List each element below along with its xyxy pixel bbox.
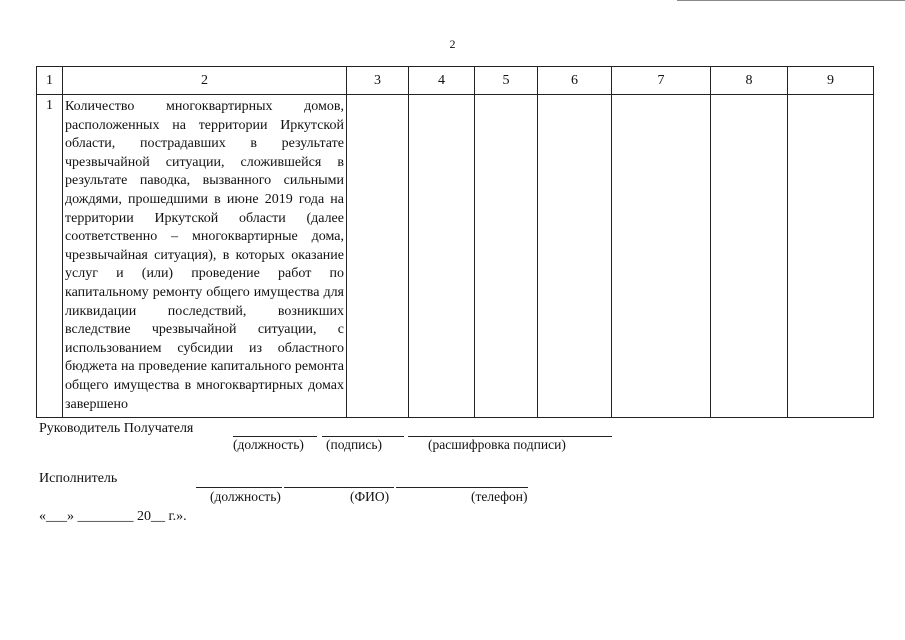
column-header: 5 — [475, 67, 538, 95]
position-caption: (должность) — [233, 437, 304, 452]
table-cell — [347, 95, 409, 418]
column-header: 2 — [63, 67, 347, 95]
column-header: 1 — [37, 67, 63, 95]
table-cell — [711, 95, 788, 418]
table-cell — [409, 95, 475, 418]
row-number: 1 — [37, 95, 63, 418]
signature-caption: (подпись) — [326, 437, 383, 452]
executor-phone-line — [396, 487, 528, 488]
executor-name-caption: (ФИО) — [350, 489, 390, 504]
table-cell — [475, 95, 538, 418]
column-header: 4 — [409, 67, 475, 95]
table-row — [37, 95, 874, 418]
executor-name-line — [284, 487, 394, 488]
scan-edge-line — [677, 0, 905, 1]
table-cell — [612, 95, 711, 418]
executor-label: Исполнитель — [39, 471, 118, 486]
column-header: 6 — [538, 67, 612, 95]
executor-position-line — [196, 487, 282, 488]
signature-decoding-caption: (расшифровка подписи) — [428, 437, 566, 452]
row-description: Количество многоквартирных домов, расположенных на территории Иркутской области, пострадавших в результате чрезвычайной ситуации, сложившейся в результате паводка, вызванного сильными дождями, прошедшими в июне 2019 года на территории Иркутской области (далее соответственно – многоквартирные дома, чрезвычайная ситуация), в которых оказание услуг и (или) проведение работ по капитальному ремонту общего имущества для ликвидации последствий, возникших вследствие чрезвычайной ситуации, с использованием субсидии из областного бюджета на проведение капитального ремонта общего имущества в многоквартирных домах завершено — [63, 95, 347, 418]
column-header: 3 — [347, 67, 409, 95]
head-label: Руководитель Получателя — [39, 421, 194, 436]
table-cell — [538, 95, 612, 418]
column-header: 7 — [612, 67, 711, 95]
page-number: 2 — [449, 37, 456, 51]
executor-phone-caption: (телефон) — [471, 489, 528, 504]
table-header-row — [37, 67, 874, 95]
date-line: «___» ________ 20__ г.». — [39, 509, 187, 524]
executor-position-caption: (должность) — [210, 489, 281, 504]
column-header: 8 — [711, 67, 788, 95]
column-header: 9 — [788, 67, 874, 95]
report-table — [36, 66, 874, 418]
table-cell — [788, 95, 874, 418]
